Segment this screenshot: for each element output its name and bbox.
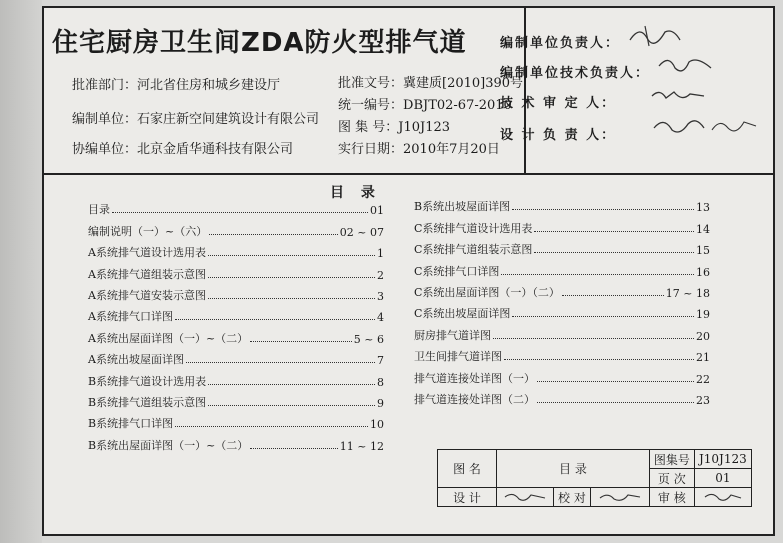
toc-leader-dots <box>501 274 694 275</box>
toc-entry-page: 2 <box>377 268 384 282</box>
toc-leader-dots <box>209 234 338 235</box>
toc-entry-page: 21 <box>696 351 710 365</box>
toc-entry-page: 23 <box>696 393 710 407</box>
toc-entry <box>88 367 384 388</box>
toc-entry-page: 3 <box>377 289 384 303</box>
toc-entry-label: B系统出坡屋面详图 <box>414 200 511 214</box>
toc-leader-dots <box>493 338 694 339</box>
toc-leader-dots <box>537 402 694 403</box>
toc-entry <box>88 239 384 260</box>
toc-entry-page: 10 <box>370 418 384 432</box>
toc-leader-dots <box>186 362 375 363</box>
toc-entry-page: 17 ~ 18 <box>665 286 710 300</box>
designer-signature-label: 设 计 负 责 人： <box>500 128 617 143</box>
toc-leader-dots <box>250 448 337 449</box>
title-block <box>437 449 752 507</box>
compile-unit: 编制单位：石家庄新空间建筑设计有限公司 <box>72 112 320 127</box>
toc-entry-page: 01 <box>370 204 384 218</box>
toc-entry-label: 编制说明（一）~（六） <box>88 224 208 238</box>
toc-entry-label: A系统出屋面详图（一）~（二） <box>88 331 249 345</box>
toc-entry-page: 1 <box>377 247 384 261</box>
title-block-atlas-value: J10J123 <box>694 450 751 469</box>
assist-unit: 协编单位：北京金盾华通科技有限公司 <box>72 142 294 157</box>
toc-entry-page: 7 <box>377 354 384 368</box>
toc-leader-dots <box>250 341 352 342</box>
toc-entry-label: 卫生间排气道详图 <box>414 350 502 364</box>
check-signature <box>590 488 649 507</box>
toc-entry <box>414 214 710 235</box>
title-block-review-label: 审 核 <box>649 488 694 507</box>
toc-entry-label: A系统排气道安装示意图 <box>88 288 206 302</box>
toc-entry <box>414 386 710 407</box>
toc-entry-label: C系统出屋面详图（一）（二） <box>414 285 560 299</box>
toc-entry <box>414 321 710 342</box>
toc-left-column <box>88 196 384 453</box>
toc-leader-dots <box>208 405 375 406</box>
toc-entry-page: 5 ~ 6 <box>353 332 384 346</box>
toc-entry-page: 20 <box>696 329 710 343</box>
toc-entry <box>414 300 710 321</box>
toc-entry <box>88 324 384 345</box>
toc-entry <box>88 196 384 217</box>
toc-entry <box>88 282 384 303</box>
toc-entry-label: C系统排气道组装示意图 <box>414 243 533 257</box>
toc-entry-label: A系统排气口详图 <box>88 310 173 324</box>
toc-entry-label: A系统出坡屋面详图 <box>88 353 184 367</box>
toc-entry-label: C系统排气道设计选用表 <box>414 221 533 235</box>
toc-entry-page: 14 <box>696 222 710 236</box>
toc-entry-label: B系统排气道设计选用表 <box>88 374 207 388</box>
toc-entry <box>414 257 710 278</box>
toc-leader-dots <box>534 231 694 232</box>
toc-leader-dots <box>534 252 694 253</box>
toc-entry-label: B系统出屋面详图（一）~（二） <box>88 438 249 452</box>
approval-no: 批准文号：冀建质[2010]390号 <box>338 76 524 91</box>
handwritten-signature <box>625 20 685 50</box>
toc-entry <box>88 260 384 281</box>
design-signature <box>497 488 554 507</box>
toc-leader-dots <box>208 298 375 299</box>
review-signature <box>694 488 751 507</box>
toc-entry <box>88 217 384 238</box>
toc-entry-label: A系统排气道组装示意图 <box>88 267 206 281</box>
toc-entry-page: 8 <box>377 375 384 389</box>
toc-leader-dots <box>504 359 694 360</box>
toc-leader-dots <box>208 277 375 278</box>
page-title: 住宅厨房卫生间ZDA防火型排气道 <box>52 28 467 58</box>
toc-entry <box>88 410 384 431</box>
scan-margin <box>0 0 42 543</box>
toc-leader-dots <box>562 295 664 296</box>
toc-entry-label: B系统排气道组装示意图 <box>88 395 207 409</box>
atlas-no: 图 集 号：J10J123 <box>338 120 451 135</box>
toc-entry-label: 厨房排气道详图 <box>414 328 491 342</box>
toc-leader-dots <box>208 255 375 256</box>
header-divider-horizontal <box>42 173 775 175</box>
toc-leader-dots <box>537 381 694 382</box>
toc-heading: 目 录 <box>330 185 381 201</box>
toc-entry-label: B系统排气口详图 <box>88 417 174 431</box>
handwritten-signature <box>648 84 708 108</box>
toc-entry-label: C系统排气口详图 <box>414 264 500 278</box>
toc-entry <box>414 193 710 214</box>
toc-entry-page: 9 <box>377 396 384 410</box>
toc-entry <box>88 389 384 410</box>
title-block-atlas-label: 图集号 <box>649 450 694 469</box>
toc-entry <box>88 303 384 324</box>
toc-leader-dots <box>512 316 694 317</box>
effective-date: 实行日期：2010年7月20日 <box>338 142 500 157</box>
handwritten-signature <box>650 112 760 142</box>
toc-entry <box>414 364 710 385</box>
title-block-check-label: 校 对 <box>554 488 591 507</box>
title-block-name-value: 目 录 <box>497 450 650 488</box>
toc-entry-page: 16 <box>696 265 710 279</box>
toc-entry-page: 19 <box>696 308 710 322</box>
approval-dept: 批准部门：河北省住房和城乡建设厅 <box>72 78 281 93</box>
toc-entry-label: C系统出坡屋面详图 <box>414 307 511 321</box>
toc-entry-page: 22 <box>696 372 710 386</box>
toc-entry-label: 排气道连接处详图（一） <box>414 371 535 385</box>
toc-leader-dots <box>175 319 375 320</box>
title-block-page-label: 页 次 <box>649 469 694 488</box>
toc-right-column <box>414 193 710 407</box>
toc-leader-dots <box>175 426 368 427</box>
tech-head-signature-label: 编制单位技术负责人： <box>500 66 651 81</box>
toc-entry <box>414 343 710 364</box>
unit-head-signature-label: 编制单位负责人： <box>500 36 621 51</box>
reviewer-signature-label: 技 术 审 定 人： <box>500 96 617 111</box>
toc-entry-label: A系统排气道设计选用表 <box>88 246 206 260</box>
toc-entry <box>88 431 384 452</box>
title-block-page-value: 01 <box>694 469 751 488</box>
toc-entry-page: 13 <box>696 201 710 215</box>
toc-leader-dots <box>208 384 375 385</box>
toc-entry <box>414 236 710 257</box>
toc-entry-page: 4 <box>377 311 384 325</box>
handwritten-signature <box>655 52 715 78</box>
toc-leader-dots <box>112 212 368 213</box>
toc-entry-label: 目录 <box>88 203 110 217</box>
toc-entry-page: 02 ~ 07 <box>339 225 384 239</box>
toc-entry-page: 15 <box>696 244 710 258</box>
toc-entry <box>414 279 710 300</box>
title-block-name-label: 图 名 <box>438 450 497 488</box>
toc-entry-label: 排气道连接处详图（二） <box>414 392 535 406</box>
toc-entry-page: 11 ~ 12 <box>339 439 384 453</box>
toc-entry <box>88 346 384 367</box>
title-block-design-label: 设 计 <box>438 488 497 507</box>
unified-no: 统一编号：DBJT02-67-2010 <box>338 98 512 113</box>
toc-leader-dots <box>512 209 694 210</box>
